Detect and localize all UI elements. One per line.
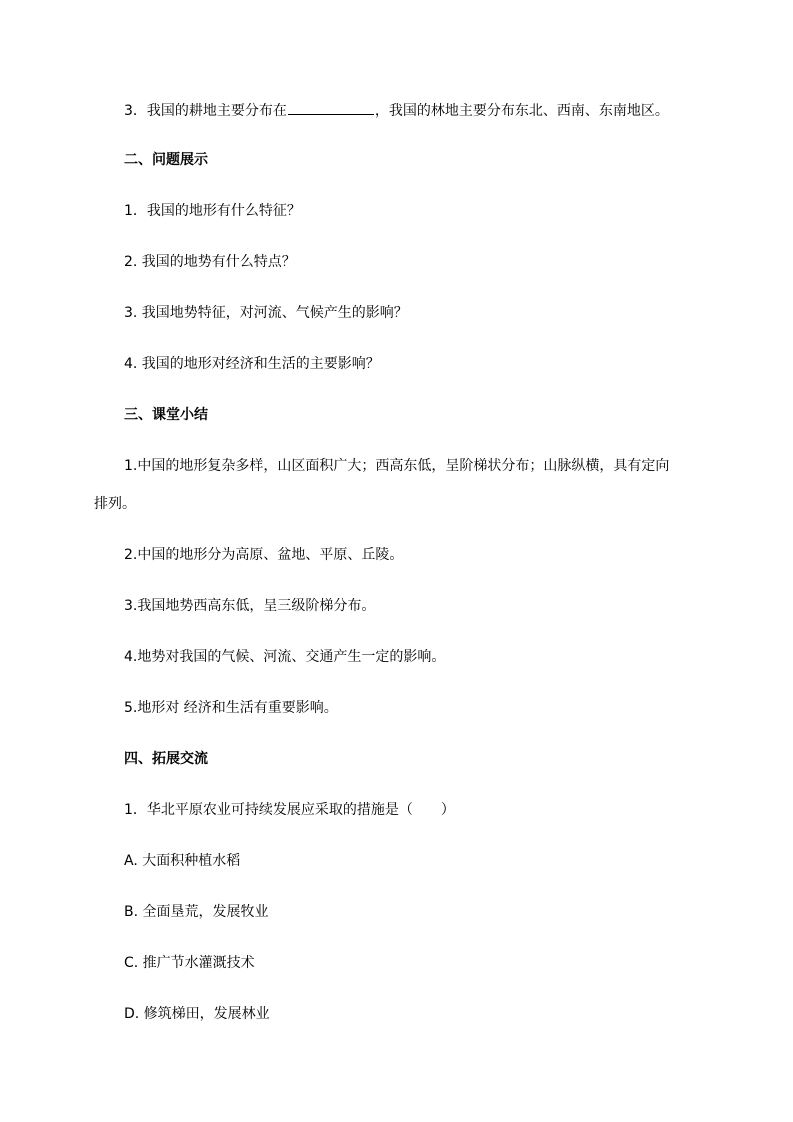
option-c: C. 推广节水灌溉技术	[124, 955, 255, 971]
section-heading-problems: 二、问题展示	[124, 152, 208, 168]
option-d: D. 修筑梯田，发展林业	[124, 1006, 270, 1022]
summary-item-1-line-1: 1.中国的地形复杂多样，山区面积广大；西高东低，呈阶梯状分布；山脉纵横，具有定向	[124, 458, 670, 474]
option-a: A. 大面积种植水稻	[124, 853, 241, 869]
section-heading-summary: 三、课堂小结	[124, 407, 208, 423]
summary-item-5: 5.地形对 经济和生活有重要影响。	[124, 700, 338, 716]
summary-item-3: 3.我国地势西高东低，呈三级阶梯分布。	[124, 598, 376, 614]
summary-item-1-line-2: 排列。	[94, 496, 136, 512]
question-text-before-blank: 3．我国的耕地主要分布在	[124, 103, 287, 119]
problem-item-1: 1．我国的地形有什么特征？	[124, 203, 301, 219]
answer-blank	[288, 100, 374, 115]
problem-item-3: 3. 我国地势特征，对河流、气候产生的影响？	[124, 305, 408, 321]
problem-item-4: 4. 我国的地形对经济和生活的主要影响？	[124, 356, 380, 372]
fill-in-question-3	[124, 100, 669, 120]
question-text-after-blank: ，我国的林地主要分布东北、西南、东南地区。	[374, 103, 669, 119]
problem-item-2: 2. 我国的地势有什么特点？	[124, 254, 296, 270]
section-heading-extension: 四、拓展交流	[124, 751, 208, 767]
option-b: B. 全面垦荒，发展牧业	[124, 904, 269, 920]
multiple-choice-question: 1．华北平原农业可持续发展应采取的措施是（ ）	[124, 802, 455, 818]
summary-item-2: 2.中国的地形分为高原、盆地、平原、丘陵。	[124, 547, 404, 563]
summary-item-4: 4.地势对我国的气候、河流、交通产生一定的影响。	[124, 649, 446, 665]
